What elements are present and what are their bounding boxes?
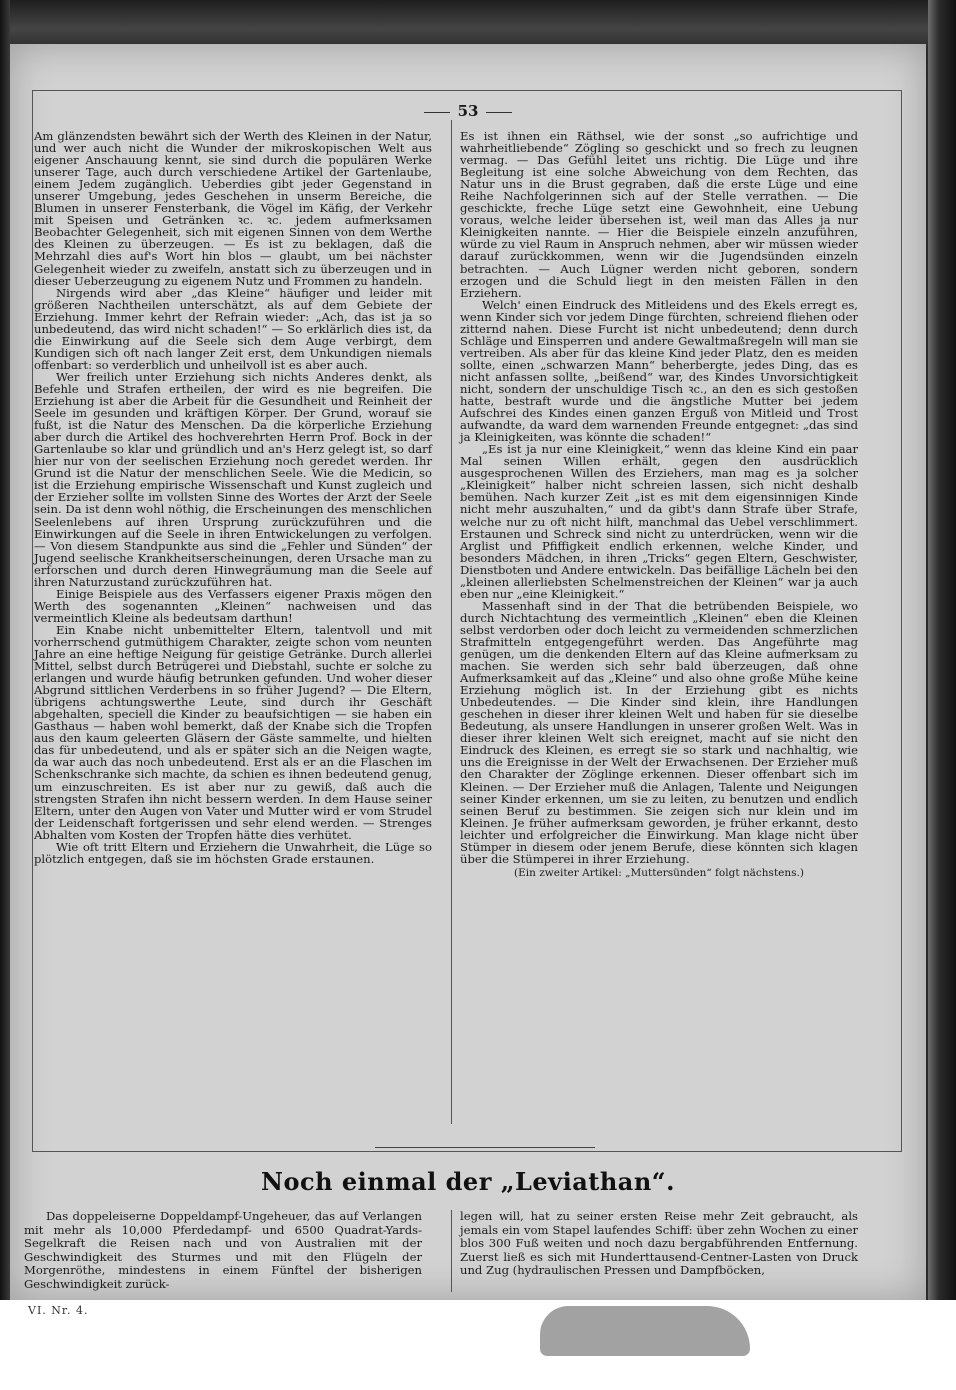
thumb-shadow bbox=[540, 1306, 750, 1356]
paragraph: Es ist ihnen ein Räthsel, wie der sonst „so aufrichtige und wahrheitliebende“ Zögling so geschickt und so frech zu leugnen vermag. — Das Gefühl leitet uns richtig. Die Lüge und ihre Begleitung ist eine solche Abweichung von dem Rechten, das Natur uns in die Brust gegraben, daß die erste Lüge und eine Reihe Nachfolgerinnen sich auf der Stelle verrathen. — Die geschickte, freche Lüge setzt eine Gewohnheit, eine Uebung voraus, welche leider übersehen ist, weil man das Alles ja nur Kleinigkeiten nannte. — Hier die Beispiele einzeln anzuführen, würde zu viel Raum in Anspruch nehmen, aber wir müssen wieder darauf zurückkommen, wenn wir die Jugendsünden einzeln betrachten. — Auch Lügner werden nicht geboren, sondern erzogen und die Schuld liegt in den meisten Fällen in den Erziehern. bbox=[460, 129, 858, 300]
paragraph: Nirgends wird aber „das Kleine“ häufiger und leider mit größeren Nachtheilen unterschätzt, als auf dem Gebiete der Erziehung. Immer kehrt der Refrain wieder: „Ach, das ist ja so unbedeutend, das wird nicht schaden!“ — So erklärlich dies ist, da die Einwirkung auf die Seele sich dem Auge verbirgt, dem Kundigen sich oft nach langer Zeit erst, dem Unkundigen niemals offenbart: so verderblich und unheilvoll ist es aber auch. bbox=[34, 285, 432, 372]
article-column-divider bbox=[451, 1210, 452, 1292]
paragraph: legen will, hat zu seiner ersten Reise mehr Zeit gebraucht, als jemals ein vom Stapel laufendes Schiff: über zehn Wochen zu einer blos 300 Fuß weiten und noch dazu bergabführenden Entfernung. Zuerst ließ es sich mit Hunderttausend-Centner-Lasten von Druck und Zug (hydraulischen Pressen und Dampfböcken, bbox=[460, 1209, 858, 1277]
footnote: (Ein zweiter Artikel: „Muttersünden“ folgt nächstens.) bbox=[514, 866, 804, 879]
paragraph: Das doppeleiserne Doppeldampf-Ungeheuer, das auf Verlangen mit mehr als 10,000 Pferdedampf- und 6500 Quadrat-Yards-Segelkraft die Reisen nach und von Australien mit der Geschwindigkeit des Sturmes und mit den Flügeln der Morgenröthe, mindestens in einem Fünftel der bisherigen Geschwindigkeit zurück- bbox=[24, 1209, 422, 1291]
article-title: Noch einmal der „Leviathan“. bbox=[261, 1167, 675, 1196]
book-edge-top bbox=[0, 0, 956, 48]
paragraph: Einige Beispiele aus des Verfassers eigener Praxis mögen den Werth des sogenannten „Kleinen“ nachweisen und das vermeintlich Kleine als bedeutsam darthun! bbox=[34, 586, 432, 625]
issue-signature: VI. Nr. 4. bbox=[28, 1304, 89, 1317]
paragraph: Welch' einen Eindruck des Mitleidens und des Ekels erregt es, wenn Kinder sich vor jedem Dinge fürchten, schreiend fliehen oder zitternd nahen. Diese Furcht ist nicht unbedeutend; denn durch Schläge und Einsperren und andere Gewaltmaßregeln will man sie vertreiben. Als aber für das kleine Kind jeder Platz, den es meiden sollte, einen „schwarzen Mann“ beherbergte, jedes Ding, das es nicht anfassen sollte, „beißend“ war, des Kindes Unvorsichtigkeit nicht, sondern der unschuldige Tisch ꝛc., an den es sich gestoßen hatte, bestraft wurde und die ängstliche Mutter bei jedem Aufschrei des Kindes einen ganzen Erguß von Mitleid und Trost aufwandte, da ward dem warnenden Freunde entgegnet: „das sind ja Kleinigkeiten, was könnte die schaden!“ bbox=[460, 297, 858, 445]
paragraph: Wer freilich unter Erziehung sich nichts Anderes denkt, als Befehle und Strafen ertheilen, der wird es nie begreifen. Die Erziehung ist aber die Arbeit für die Gesundheit und Reinheit der Seele im gesunden und kräftigen Körper. Der Grund, worauf sie fußt, ist die Natur des Menschen. Da die körperliche Erziehung aber durch die Artikel des hochverehrten Herrn Prof. Bock in der Gartenlaube so klar und gründlich und an's Herz gelegt ist, so darf hier nur von der seelischen Erziehung noch geredet werden. Ihr Grund ist die Natur der menschlichen Seele. Wie die Medicin, so ist die Erziehung empirische Wissenschaft und Kunst zugleich und der Erzieher sollte im vollsten Sinne des Wortes der Arzt der Seele sein. Da ist denn wohl nöthig, die Erscheinungen des menschlichen Seelenlebens auf ihren Ursprung zurückzuführen und die Einwirkungen auf die Seele in ihren Entwickelungen zu verfolgen. — Von diesem Standpunkte aus sind die „Fehler und Sünden“ der Jugend seelische Krankheitserscheinungen, deren Ursache man zu erforschen und durch deren Hinwegräumung man die Seele auf ihren Naturzustand zurückzuführen hat. bbox=[34, 369, 432, 589]
paragraph: „Es ist ja nur eine Kleinigkeit,“ wenn das kleine Kind ein paar Mal seinen Willen erhält, gegen den ausdrücklich ausgesprochenen Willen des Erziehers, man mag es ja solcher „Kleinigkeit“ halber nicht schreien lassen, sich nicht deshalb bemühen. Nach kurzer Zeit „ist es mit dem eigensinnigen Kinde nicht mehr auszuhalten,“ und da gibt's dann Strafe über Strafe, welche nur zu oft nicht hilft, manchmal das Uebel verschlimmert. Erstaunen und Schreck sind nicht zu unterdrücken, wenn wir die Arglist und Pfiffigkeit endlich erkennen, welche Kinder, und besonders Mädchen, in ihren „Tricks“ gegen Eltern, Geschwister, Dienstboten und Andere entwickeln. Das beifällige Lächeln bei den „kleinen allerliebsten Schelmenstreichen der Kleinen“ war ja auch eben nur „eine Kleinigkeit.“ bbox=[460, 442, 858, 601]
book-edge-right bbox=[928, 0, 956, 1300]
column-divider bbox=[451, 120, 452, 1124]
paragraph: Wie oft tritt Eltern und Erziehern die Unwahrheit, die Lüge so plötzlich entgegen, daß sie im höchsten Grade erstaunen. bbox=[34, 839, 432, 866]
article-left-column bbox=[24, 1210, 422, 1291]
book-edge-left bbox=[0, 0, 10, 1300]
section-separator bbox=[375, 1147, 595, 1148]
paragraph: Am glänzendsten bewährt sich der Werth des Kleinen in der Natur, und wer auch nicht die Wunder der mikroskopischen Welt aus eigener Anschauung kennt, sie sind durch die populären Werke unserer Tage, auch durch verschiedene Artikel der Gartenlaube, einem Jedem zugänglich. Ueberdies gibt jeder Gegenstand in unserer Umgebung, jedes Geschehen in unserm Bereiche, die Blumen in unserer Fensterbank, die Vögel im Käfig, der Verkehr mit Speisen und Getränken ꝛc. ꝛc. jedem aufmerksamen Beobachter Gelegenheit, sich mit eigenen Sinnen von dem Werthe des Kleinen zu überzeugen. — Es ist zu beklagen, daß die Mehrzahl dies auf's Wort hin blos — glaubt, um bei nächster Gelegenheit wieder zu zweifeln, anstatt sich zu überzeugen und in dieser Ueberzeugung zu eigenem Nutz und Frommen zu handeln. bbox=[34, 129, 432, 288]
paragraph: Massenhaft sind in der That die betrübenden Beispiele, wo durch Nichtachtung des vermeintlich „Kleinen“ eben die Kleinen selbst verdorben oder doch leicht zu vermeidenden schmerzlichen Strafmitteln entgegengeführt werden. Das Angeführte mag genügen, um die denkenden Eltern auf das Kleine aufmerksam zu machen. Sie werden sich sehr bald überzeugen, daß ohne Aufmerksamkeit auf das „Kleine“ und also ohne große Mühe keine Erziehung möglich ist. In der Erziehung gibt es nichts Unbedeutendes. — Die Kinder sind klein, ihre Handlungen geschehen in dieser ihrer kleinen Welt und haben für sie dieselbe Bedeutung, als unsere Handlungen in unserer großen Welt. Was in dieser ihrer kleinen Welt sich ereignet, macht auf sie nicht den Eindruck des Kleinen, es erregt sie so stark und nachhaltig, wie uns die Ereignisse in der Welt der Erwachsenen. Der Erzieher muß den Charakter der Zöglinge erkennen. Dieser offenbart sich im Kleinen. — Der Erzieher muß die Anlagen, Talente und Neigungen seiner Kinder erkennen, um sie zu leiten, zu benutzen und endlich seinen Beruf zu bestimmen. Sie zeigen sich nur klein und im Kleinen. Je früher aufmerksam geworden, je früher erkannt, desto leichter und erfolgreicher die Einwirkung. Man klage nicht über Stümper in diesem oder jenem Berufe, diese könnten sich klagen über die Stümperei in ihrer Erziehung. bbox=[460, 598, 858, 866]
right-column bbox=[460, 130, 858, 879]
paper-sheet bbox=[10, 44, 926, 1317]
page-number-rule-left bbox=[424, 112, 450, 113]
page-number bbox=[10, 102, 926, 120]
article-right-column bbox=[460, 1210, 858, 1278]
left-column bbox=[34, 130, 432, 865]
page-number-text: 53 bbox=[457, 102, 479, 120]
page-number-rule-right bbox=[486, 112, 512, 113]
paragraph: Ein Knabe nicht unbemittelter Eltern, talentvoll und mit vorherrschend gutmüthigem Charakter, zeigte schon vom neunten Jahre an eine heftige Neigung für geistige Getränke. Durch allerlei Mittel, selbst durch Betrügerei und Diebstahl, suchte er solche zu erlangen und wurde häufig betrunken gefunden. Und woher dieser Abgrund sittlichen Verderbens in so früher Jugend? — Die Eltern, übrigens achtungswerthe Leute, sind durch ihr Geschäft abgehalten, speciell die Kinder zu beaufsichtigen — sie haben ein Gasthaus — haben wohl bemerkt, daß der Knabe sich die Tropfen aus den kaum geleerten Gläsern der Gäste sammelte, und hielten das für unbedeutend, und als er später sich an die Neigen wagte, da war auch das noch unbedeutend. Erst als er an die Flaschen im Schenkschranke sich machte, da schien es ihnen bedeutend genug, um einzuschreiten. Es ist aber nur zu gewiß, daß auch die strengsten Strafen ihn nicht bessern werden. In dem Hause seiner Eltern, unter den Augen von Vater und Mutter wird er vom Strudel der Leidenschaft fortgerissen und sehr elend werden. — Strenges Abhalten vom Kosten der Tropfen hätte dies verhütet. bbox=[34, 622, 432, 842]
